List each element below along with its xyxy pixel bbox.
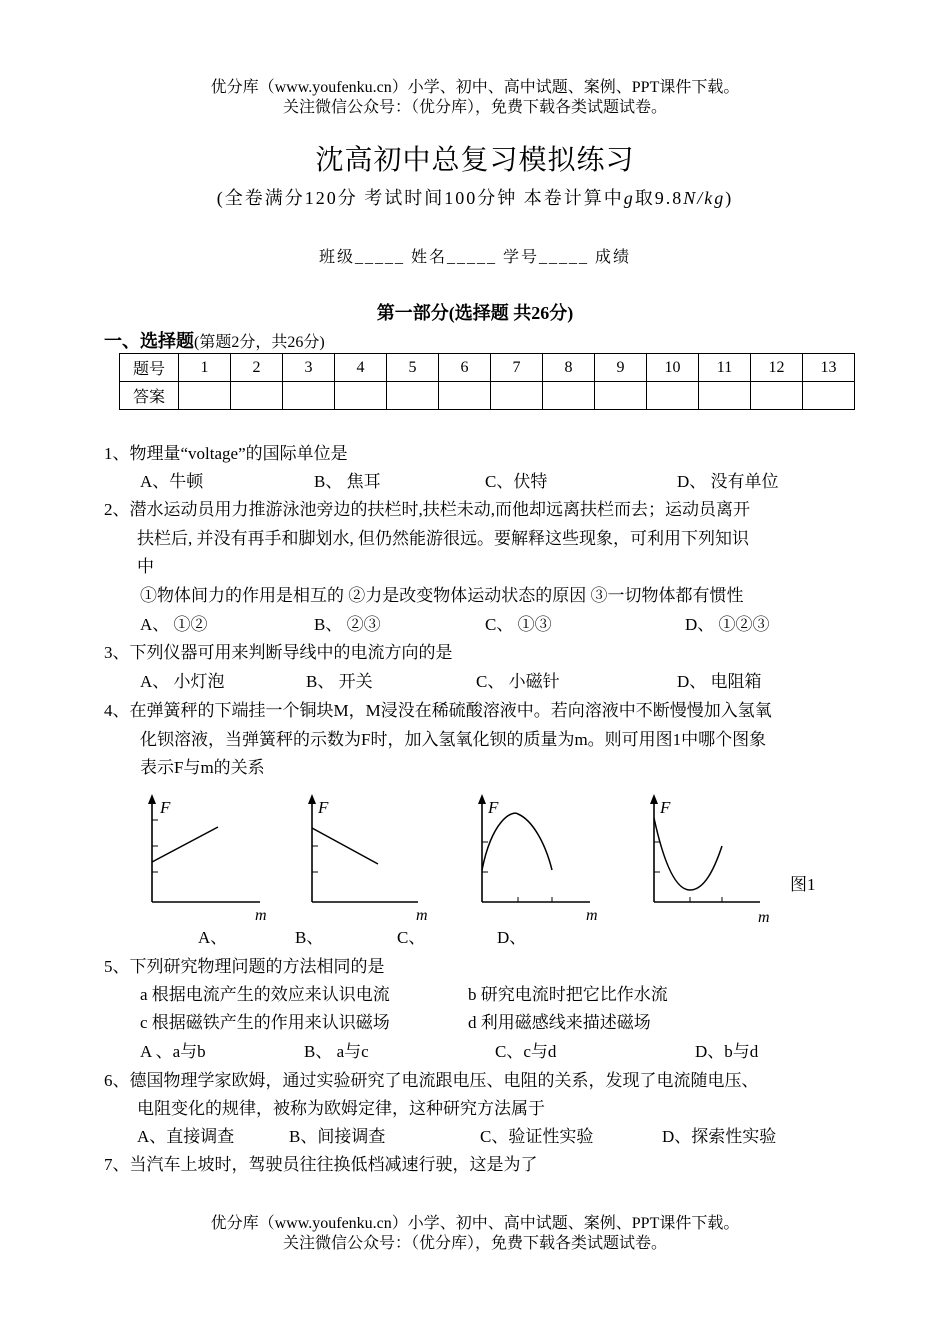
q2-stem-line3: 中: [137, 557, 154, 576]
q1-option-d: D、 没有单位: [677, 472, 779, 491]
answer-table-number-row: [120, 354, 855, 382]
q6-option-b: B、间接调查: [289, 1127, 386, 1146]
student-info-line: 班级_____ 姓名_____ 学号_____ 成绩: [318, 249, 631, 266]
graph-a-x-label: m: [255, 907, 267, 924]
graph-a-arrow-icon: [148, 794, 156, 804]
q2-stem-line2: 扶栏后, 并没有再手和脚划水, 但仍然能游很远。要解释这些现象，可利用下列知识: [137, 529, 749, 548]
q3-option-b: B、 开关: [306, 672, 373, 691]
question-number: 8: [543, 354, 595, 382]
graph-b-arrow-icon: [308, 794, 316, 804]
q4-stem-line3: 表示F与m的关系: [140, 758, 265, 777]
section-label: 一、选择题: [104, 331, 194, 351]
subtitle-text: (全卷满分120分 考试时间100分钟 本卷计算中: [216, 188, 624, 208]
q5-option-d: D、b与d: [695, 1042, 759, 1061]
answer-cell[interactable]: [387, 382, 439, 410]
q6-option-a: A、直接调查: [137, 1127, 235, 1146]
graph-d: [650, 794, 770, 926]
graph-c-x-label: m: [586, 907, 598, 924]
answer-cell[interactable]: [699, 382, 751, 410]
answer-cell[interactable]: [491, 382, 543, 410]
graph-a: [148, 794, 267, 924]
graph-a-label: A、: [198, 928, 228, 947]
part-title: 第一部分(选择题 共26分): [376, 303, 574, 323]
graph-c-arrow-icon: [478, 794, 486, 804]
answer-cell[interactable]: [543, 382, 595, 410]
q1-option-c: C、伏特: [485, 472, 548, 491]
q2-facts: ①物体间力的作用是相互的 ②力是改变物体运动状态的原因 ③一切物体都有惯性: [140, 586, 744, 605]
graph-a-y-label: F: [160, 798, 171, 817]
q2-stem-line1: 2、潜水运动员用力推游泳池旁边的扶栏时,扶栏未动,而他却远离扶栏而去；运动员离开: [104, 500, 750, 519]
question-number: 12: [751, 354, 803, 382]
answer-cell[interactable]: [231, 382, 283, 410]
section-note: (第题2分，共26分): [194, 334, 325, 351]
question-number: 5: [387, 354, 439, 382]
q1-option-a: A、牛顿: [140, 472, 204, 491]
exam-subtitle: [0, 184, 950, 210]
figure-1: [0, 780, 950, 955]
question-number: 7: [491, 354, 543, 382]
q6-stem-line1: 6、德国物理学家欧姆，通过实验研究了电流跟电压、电阻的关系，发现了电流随电压、: [104, 1071, 759, 1090]
answer-cell[interactable]: [595, 382, 647, 410]
question-number: 13: [803, 354, 855, 382]
subtitle-close: ): [725, 188, 734, 208]
answer-cell[interactable]: [439, 382, 491, 410]
graph-b-y-label: F: [318, 798, 329, 817]
q6-option-d: D、探索性实验: [662, 1127, 777, 1146]
answer-table-answer-row: [120, 382, 855, 410]
answer-cell[interactable]: [283, 382, 335, 410]
question-number: 3: [283, 354, 335, 382]
graph-c: [478, 794, 598, 924]
graph-d-label: D、: [497, 928, 527, 947]
q2-option-b: B、 ②③: [314, 615, 381, 634]
answer-cell[interactable]: [179, 382, 231, 410]
graph-b: [308, 794, 428, 924]
graph-d-x-label: m: [758, 909, 770, 926]
graph-b-label: B、: [295, 928, 324, 947]
question-number: 1: [179, 354, 231, 382]
q1-option-b: B、 焦耳: [314, 472, 381, 491]
graph-b-x-label: m: [416, 907, 428, 924]
graph-d-arrow-icon: [650, 794, 658, 804]
graph-c-y-label: F: [488, 798, 499, 817]
header-line-2: 关注微信公众号：（优分库），免费下载各类试题试卷。: [282, 99, 667, 116]
header-line-1: 优分库（www.youfenku.cn）小学、初中、高中试题、案例、PPT课件下载。: [210, 79, 740, 96]
q1-stem: 1、物理量“voltage”的国际单位是: [104, 444, 348, 463]
answer-cell[interactable]: [335, 382, 387, 410]
section-heading: [104, 327, 325, 353]
q5-option-a: A 、a与b: [140, 1042, 206, 1061]
footer-line-1: 优分库（www.youfenku.cn）小学、初中、高中试题、案例、PPT课件下载。: [210, 1215, 740, 1232]
subtitle-mid: 取9.8: [634, 188, 684, 208]
q5-item-c: c 根据磁铁产生的作用来认识磁场: [140, 1013, 390, 1032]
answer-table: [119, 353, 855, 410]
q5-option-b: B、 a与c: [304, 1042, 369, 1061]
q5-stem: 5、下列研究物理问题的方法相同的是: [104, 957, 385, 976]
q3-option-a: A、 小灯泡: [140, 672, 225, 691]
q5-item-b: b 研究电流时把它比作水流: [468, 985, 668, 1004]
q7-stem: 7、当汽车上坡时，驾驶员往往换低档减速行驶，这是为了: [104, 1155, 538, 1174]
answer-cell[interactable]: [751, 382, 803, 410]
q5-item-a: a 根据电流产生的效应来认识电流: [140, 985, 390, 1004]
q3-stem: 3、下列仪器可用来判断导线中的电流方向的是: [104, 643, 453, 662]
footer-line-2: 关注微信公众号：（优分库），免费下载各类试题试卷。: [282, 1235, 667, 1252]
graph-d-curve: [654, 818, 722, 890]
question-number: 4: [335, 354, 387, 382]
q6-option-c: C、验证性实验: [480, 1127, 594, 1146]
subtitle-unit: N/kg: [683, 188, 726, 208]
q3-option-d: D、 电阻箱: [677, 672, 762, 691]
question-number: 10: [647, 354, 699, 382]
q4-stem-line2: 化钡溶液，当弹簧秤的示数为F时，加入氢氧化钡的质量为m。则可用图1中哪个图象: [140, 730, 767, 749]
graph-c-curve: [482, 813, 552, 870]
q5-item-d: d 利用磁感线来描述磁场: [468, 1013, 651, 1032]
graph-a-curve: [152, 827, 218, 862]
subtitle-g: g: [623, 188, 635, 208]
answer-cell[interactable]: [647, 382, 699, 410]
graph-c-label: C、: [397, 928, 426, 947]
q5-option-c: C、c与d: [495, 1042, 557, 1061]
q2-option-c: C、 ①③: [485, 615, 552, 634]
q4-stem-line1: 4、在弹簧秤的下端挂一个铜块M，M浸没在稀硫酸溶液中。若向溶液中不断慢慢加入氢氧: [104, 701, 772, 720]
q3-option-c: C、 小磁针: [476, 672, 560, 691]
q2-option-d: D、 ①②③: [685, 615, 770, 634]
question-number: 6: [439, 354, 491, 382]
question-number: 9: [595, 354, 647, 382]
page-title: 沈高初中总复习模拟练习: [315, 143, 635, 176]
answer-cell[interactable]: [803, 382, 855, 410]
graph-d-y-label: F: [660, 798, 671, 817]
q6-stem-line2: 电阻变化的规律，被称为欧姆定律，这种研究方法属于: [137, 1099, 545, 1118]
q2-option-a: A、 ①②: [140, 615, 208, 634]
question-number: 2: [231, 354, 283, 382]
figure-caption: 图1: [790, 875, 816, 894]
graph-b-curve: [312, 828, 378, 864]
row-label-number: 题号: [120, 354, 179, 382]
row-label-answer: 答案: [120, 382, 179, 410]
question-number: 11: [699, 354, 751, 382]
